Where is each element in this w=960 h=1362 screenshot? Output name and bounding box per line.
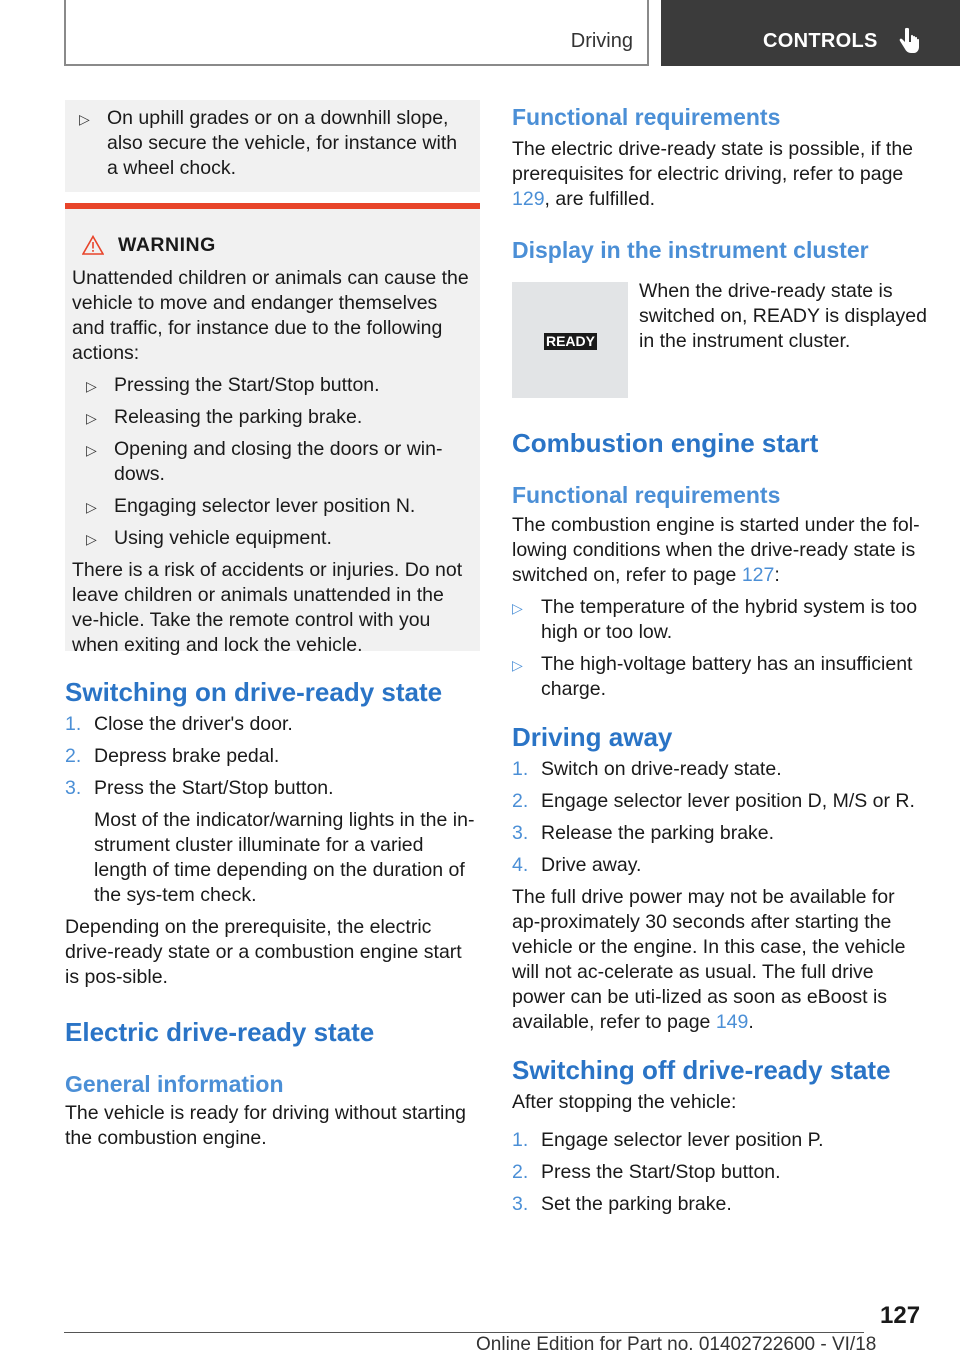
step-item <box>512 789 927 814</box>
step-number: 2. <box>512 790 529 812</box>
warning-title-text: WARNING <box>118 233 216 256</box>
right-column-top <box>512 103 927 264</box>
step-item <box>512 757 927 782</box>
func-req-text <box>512 137 927 212</box>
list-item <box>72 526 472 551</box>
step-text: Press the Start/Stop button. <box>541 1161 781 1183</box>
triangle-bullet-icon: ▷ <box>86 531 97 547</box>
switching-on-steps <box>65 712 480 801</box>
list-item-text: Using vehicle equipment. <box>114 527 332 549</box>
triangle-bullet-icon: ▷ <box>86 410 97 426</box>
step-text: Set the parking brake. <box>541 1193 732 1215</box>
list-item-text: Releasing the parking brake. <box>114 406 363 428</box>
step-number: 1. <box>512 758 529 780</box>
combustion-conditions <box>512 595 927 702</box>
step-item <box>512 1128 927 1153</box>
step-text: Press the Start/Stop button. <box>94 777 334 799</box>
step-text: Depress brake pedal. <box>94 745 280 767</box>
triangle-bullet-icon: ▷ <box>512 600 523 616</box>
step-number: 2. <box>512 1161 529 1183</box>
edition-text: Online Edition for Part no. 01402722600 - VI/18 <box>476 1334 877 1355</box>
step-number: 3. <box>65 777 82 799</box>
func-req-heading: Functional requirements <box>512 104 781 130</box>
step-number: 2. <box>65 745 82 767</box>
electric-text: The vehicle is ready for driving without starting the combustion engine. <box>65 1102 467 1149</box>
step-text: Switch on drive-ready state. <box>541 758 782 780</box>
section-tab <box>64 0 649 66</box>
step-item <box>512 853 927 878</box>
triangle-bullet-icon: ▷ <box>86 378 97 394</box>
driving-away-steps <box>512 757 927 878</box>
step-text: Drive away. <box>541 854 642 876</box>
combustion-text-before: The combustion engine is started under the fol‐lowing conditions when the drive-ready state is switched on, refer to page <box>512 514 920 586</box>
step-text: Engage selector lever position D, M/S or R. <box>541 790 915 812</box>
triangle-bullet-icon: ▷ <box>86 442 97 458</box>
switching-off-heading: Switching off drive-ready state <box>512 1055 891 1085</box>
switching-on-after: Depending on the prerequisite, the electric drive-ready state or a combustion engine start is pos‐sible. <box>65 916 462 988</box>
combustion-text-after: : <box>774 564 780 586</box>
list-item-text: Opening and closing the doors or win‐dows. <box>114 438 443 485</box>
list-item-text: The high-voltage battery has an insufficient charge. <box>541 653 913 700</box>
step-item <box>65 744 480 769</box>
warning-title <box>82 231 472 259</box>
left-column-body <box>65 676 480 1151</box>
footer-divider <box>64 1332 864 1333</box>
triangle-bullet-icon: ▷ <box>86 499 97 515</box>
section-label: Driving <box>570 30 633 52</box>
list-item-text: On uphill grades or on a downhill slope, also secure the vehicle, for instance with a wheel chock. <box>107 107 458 179</box>
display-heading: Display in the instrument cluster <box>512 237 869 263</box>
step-text: Close the driver's door. <box>94 713 293 735</box>
warning-intro: Unattended children or animals can cause the vehicle to move and endanger themselves and traffic, for instance due to the following actions: <box>72 267 469 364</box>
driving-away-text <box>512 885 927 1035</box>
func-req-text-before: The electric drive-ready state is possible, if the prerequisites for electric driving, refer to page <box>512 138 914 185</box>
driving-away-heading: Driving away <box>512 722 673 752</box>
list-item-text: Pressing the Start/Stop button. <box>114 374 380 396</box>
switching-off-intro: After stopping the vehicle: <box>512 1091 737 1113</box>
right-column-body <box>512 427 927 1224</box>
electric-heading: Electric drive-ready state <box>65 1017 375 1047</box>
ready-badge: READY <box>545 333 595 349</box>
step-item <box>512 821 927 846</box>
electric-subheading: General information <box>65 1071 284 1097</box>
step-text: Engage selector lever position P. <box>541 1129 824 1151</box>
step-number: 1. <box>512 1129 529 1151</box>
step-item <box>65 776 480 801</box>
switching-on-heading: Switching on drive-ready state <box>65 677 443 707</box>
warning-box <box>65 203 480 656</box>
ready-display-image <box>512 282 628 398</box>
driving-away-text-after: . <box>748 1011 754 1033</box>
list-item <box>72 494 472 519</box>
step3-note: Most of the indicator/warning lights in the in‐strument cluster illuminate for a varied length of time depending on the duration of the sys‐tem check. <box>94 809 475 906</box>
page-link[interactable]: 127 <box>741 564 775 586</box>
chapter-tab <box>661 0 960 66</box>
step-number: 3. <box>512 822 529 844</box>
page-header <box>64 0 960 66</box>
display-text: When the drive-ready state is switched on, READY is displayed in the instrument cluster. <box>639 280 927 352</box>
step-number: 3. <box>512 1193 529 1215</box>
warning-actions-list <box>72 373 472 551</box>
page-number: 127 <box>880 1302 921 1329</box>
driving-away-text-before: The full drive power may not be available for ap‐proximately 30 seconds after starting the vehicle or the engine. In this case, the vehicle will not ac‐celerate as usual. The full drive power can be uti‐lized as soon as eBoost is available, refer to page <box>512 886 906 1033</box>
list-item <box>512 595 927 645</box>
combustion-heading: Combustion engine start <box>512 428 819 458</box>
combustion-text <box>512 513 927 588</box>
page-link[interactable]: 129 <box>512 188 545 210</box>
list-item <box>512 652 927 702</box>
step-item <box>65 712 480 737</box>
hand-pointer-icon <box>897 27 921 55</box>
func-req-text-after: , are fulfilled. <box>544 188 656 210</box>
step-number: 4. <box>512 854 529 876</box>
list-item-text: The temperature of the hybrid system is too high or too low. <box>541 596 918 643</box>
list-item <box>72 373 472 398</box>
secure-vehicle-note <box>65 100 480 192</box>
list-item <box>72 405 472 430</box>
list-item-text: Engaging selector lever position N. <box>114 495 416 517</box>
list-item <box>65 106 470 181</box>
list-item <box>72 437 472 487</box>
warning-triangle-icon <box>82 235 104 255</box>
triangle-bullet-icon: ▷ <box>79 111 90 127</box>
switching-off-steps <box>512 1128 927 1217</box>
warning-outro: There is a risk of accidents or injuries. Do not leave children or animals unattended in the ve‐hicle. Take the remote control with you when exiting and lock the vehicle. <box>72 559 463 656</box>
chapter-label: CONTROLS <box>763 30 878 52</box>
step-item <box>512 1192 927 1217</box>
step-item <box>512 1160 927 1185</box>
step-number: 1. <box>65 713 82 735</box>
combustion-subheading: Functional requirements <box>512 482 781 508</box>
triangle-bullet-icon: ▷ <box>512 657 523 673</box>
step-text: Release the parking brake. <box>541 822 775 844</box>
page-link[interactable]: 149 <box>715 1011 749 1033</box>
